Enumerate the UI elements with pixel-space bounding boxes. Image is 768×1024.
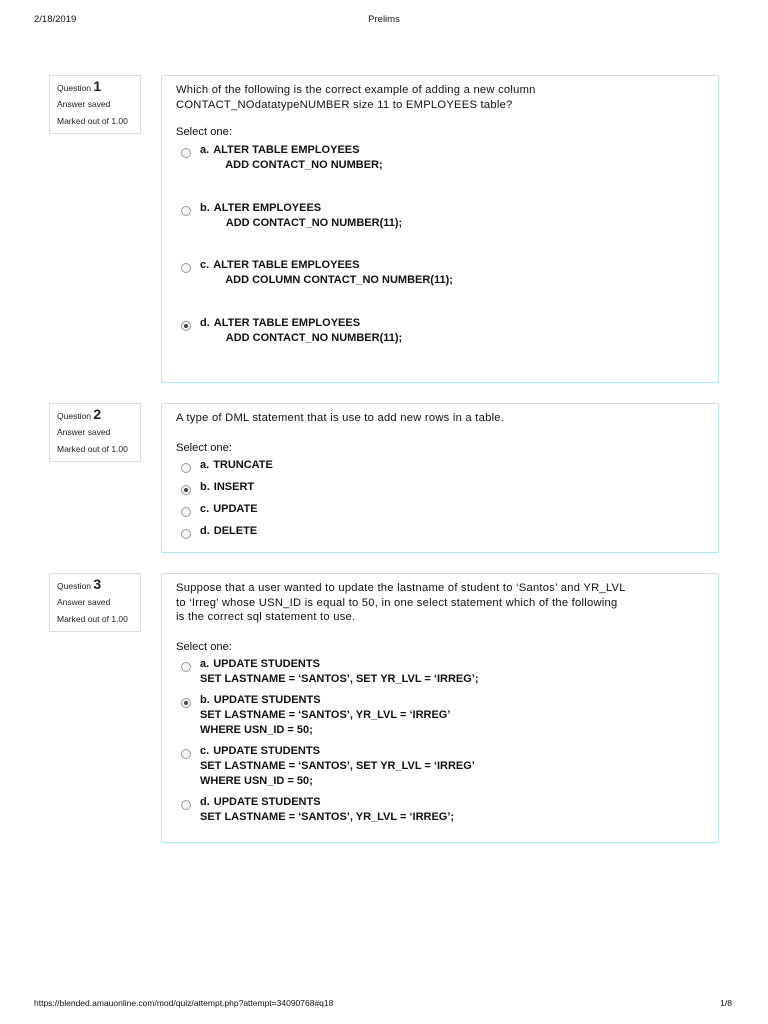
question-label: Question: [57, 83, 92, 93]
question-state: Answer saved: [57, 99, 111, 109]
question-text-line: Which of the following is the correct example of adding a new column: [176, 84, 536, 96]
answer-option-c[interactable]: [176, 258, 704, 288]
option-line: TRUNCATE: [213, 459, 273, 471]
radio-button[interactable]: [181, 529, 191, 539]
answer-option-d[interactable]: [176, 795, 704, 825]
question-info-1: [49, 75, 141, 134]
answer-option-c[interactable]: [176, 502, 704, 517]
answer-option-a[interactable]: [176, 458, 704, 473]
answer-option-b[interactable]: [176, 201, 704, 231]
option-line: ALTER TABLE EMPLOYEES: [213, 143, 360, 156]
option-letter: d.: [200, 796, 210, 808]
option-letter: a.: [200, 459, 210, 471]
answer-option-a[interactable]: [176, 657, 704, 687]
question-number: 1: [93, 78, 102, 94]
question-state: Answer saved: [57, 427, 111, 437]
question-state: Answer saved: [57, 597, 111, 607]
question-text-line: is the correct sql statement to use.: [176, 611, 356, 623]
print-date: 2/18/2019: [34, 14, 77, 25]
question-box-1: [161, 75, 719, 383]
radio-button[interactable]: [181, 148, 191, 158]
option-letter: a.: [200, 658, 210, 670]
question-marks: Marked out of 1.00: [57, 444, 128, 454]
option-line: UPDATE STUDENTS: [213, 745, 320, 757]
radio-button[interactable]: [181, 507, 191, 517]
option-letter: b.: [200, 481, 210, 493]
option-line: UPDATE STUDENTS: [213, 658, 320, 670]
option-line: SET LASTNAME = ‘SANTOS’, SET YR_LVL = ‘IRREG’: [200, 760, 475, 772]
radio-button-selected[interactable]: [181, 698, 191, 708]
answer-option-b[interactable]: [176, 693, 704, 738]
question-text-line: Suppose that a user wanted to update the lastname of student to ‘Santos’ and YR_LVL: [176, 582, 626, 594]
option-line: ALTER TABLE EMPLOYEES: [213, 258, 360, 271]
select-one-label: Select one:: [176, 640, 232, 653]
option-line: ADD CONTACT_NO NUMBER;: [225, 158, 383, 171]
print-page-number: 1/8: [720, 998, 732, 1008]
radio-button[interactable]: [181, 749, 191, 759]
option-line: SET LASTNAME = ‘SANTOS’, SET YR_LVL = ‘IRREG’;: [200, 673, 479, 685]
question-box-3: [161, 573, 719, 843]
answer-option-d[interactable]: [176, 524, 704, 539]
question-label: Question: [57, 581, 92, 591]
answer-option-d[interactable]: [176, 316, 704, 346]
option-line: DELETE: [213, 525, 258, 537]
question-number: 3: [93, 576, 102, 592]
print-title: Prelims: [368, 14, 400, 25]
question-text: [176, 581, 704, 625]
question-info-2: [49, 403, 141, 462]
question-info-3: [49, 573, 141, 632]
option-line: SET LASTNAME = ‘SANTOS’, YR_LVL = ‘IRREG’: [200, 709, 451, 721]
radio-button-selected[interactable]: [181, 485, 191, 495]
option-letter: c.: [200, 503, 210, 515]
question-text-line: A type of DML statement that is use to add new rows in a table.: [176, 412, 505, 424]
option-line: WHERE USN_ID = 50;: [200, 775, 313, 787]
option-line: UPDATE: [213, 503, 258, 515]
option-line: WHERE USN_ID = 50;: [200, 724, 313, 736]
question-marks: Marked out of 1.00: [57, 614, 128, 624]
question-text: [176, 83, 704, 112]
option-letter: a.: [200, 143, 210, 156]
option-line: ALTER EMPLOYEES: [213, 201, 322, 214]
answer-option-b[interactable]: [176, 480, 704, 495]
radio-button[interactable]: [181, 206, 191, 216]
option-letter: c.: [200, 258, 210, 271]
radio-button[interactable]: [181, 263, 191, 273]
radio-button-selected[interactable]: [181, 321, 191, 331]
select-one-label: Select one:: [176, 126, 232, 138]
question-text-line: CONTACT_NOdatatypeNUMBER size 11 to EMPLOYEES table?: [176, 98, 513, 111]
select-one-label: Select one:: [176, 441, 232, 454]
question-label: Question: [57, 411, 92, 421]
option-line: ADD CONTACT_NO NUMBER(11);: [225, 216, 403, 229]
answer-option-c[interactable]: [176, 744, 704, 789]
option-line: UPDATE STUDENTS: [213, 694, 321, 706]
question-text: [176, 411, 704, 426]
answer-option-a[interactable]: [176, 143, 704, 173]
question-marks: Marked out of 1.00: [57, 116, 128, 126]
option-line: UPDATE STUDENTS: [213, 796, 321, 808]
print-url: https://blended.amauonline.com/mod/quiz/attempt.php?attempt=34090768#q18: [34, 998, 334, 1008]
option-letter: d.: [200, 316, 210, 329]
option-letter: b.: [200, 201, 210, 214]
option-line: ALTER TABLE EMPLOYEES: [213, 316, 361, 329]
option-letter: c.: [200, 745, 210, 757]
radio-button[interactable]: [181, 463, 191, 473]
option-line: SET LASTNAME = ‘SANTOS’, YR_LVL = ‘IRREG’;: [200, 811, 455, 823]
question-text-line: to ‘Irreg’ whose USN_ID is equal to 50, in one select statement which of the following: [176, 596, 618, 609]
radio-button[interactable]: [181, 800, 191, 810]
option-line: ADD COLUMN CONTACT_NO NUMBER(11);: [225, 273, 453, 286]
option-line: ADD CONTACT_NO NUMBER(11);: [225, 331, 403, 344]
option-letter: b.: [200, 694, 210, 706]
question-box-2: [161, 403, 719, 553]
radio-button[interactable]: [181, 662, 191, 672]
option-letter: d.: [200, 525, 210, 537]
question-number: 2: [93, 406, 102, 422]
option-line: INSERT: [213, 481, 255, 493]
